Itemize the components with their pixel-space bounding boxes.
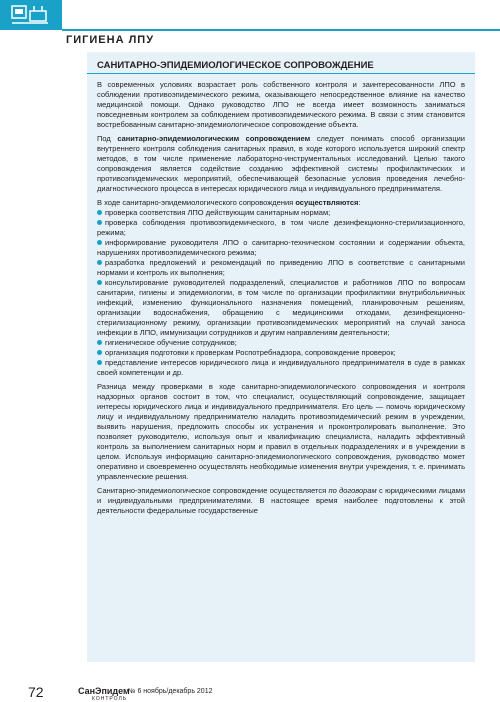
bullet-icon [97, 340, 102, 345]
bullet-icon [97, 260, 102, 265]
paragraph-intro: В современных условиях возрастает роль собственного контроля и заинтересованности ЛПО в соблюдении противоэпидемического режима, оказывающего непосредственное влияние на качество медицинской помощи. Однако руководство ЛПО не всегда имеет возможность заниматься повседневным контролем за соблюдением противоэпидемического режима. В связи с этим становится востребованным санитарно-эпидемиологическое сопровождение объекта. [97, 80, 465, 129]
magazine-brand-sub: КОНТРОЛЬ [92, 696, 128, 702]
bullet-icon [97, 210, 102, 215]
article-body [97, 80, 465, 520]
list-item: консультирование руководителей подразделений, специалистов и работников ЛПО по вопросам санитарии, гигиены и эпидемиологии, в том числе по организации профилактики внутрибольничных инфекций, изменению функционального назначения помещений, планировочным решениям, организации водоснабжения, обращению с медицинскими отходами, дезинфекционно-стерилизационному режиму, организации противоэпидемических мероприятий на случай заноса инфекции в ЛПО, иммунизации сотрудников и другим направлениям деятельности; [97, 278, 465, 337]
bullet-icon [97, 240, 102, 245]
definition-term: санитарно-эпидемиологическим сопровождением [117, 134, 311, 143]
paragraph-contracts: Санитарно-эпидемиологическое сопровождение осуществляется по договорам с юридическими лицами и индивидуальными предпринимателями. В настоящее время наиболее подготовлены к этой деятельности федеральные государственные [97, 486, 466, 515]
bullet-icon [97, 280, 102, 285]
list-item: организация подготовки к проверкам Роспотребнадзора, сопровождение проверок; [97, 348, 465, 358]
paragraph-list-lead: В ходе санитарно-эпидемиологического сопровождения осуществляются: [97, 198, 361, 207]
bullet-icon [97, 220, 102, 225]
bullet-icon [97, 360, 102, 365]
activities-list [97, 208, 465, 378]
list-item: представление интересов юридического лица и индивидуального предпринимателя в суде в рамках своей компетенции и др. [97, 358, 465, 377]
page-number: 72 [28, 684, 44, 700]
paragraph-difference: Разница между проверками в ходе санитарно-эпидемиологического сопровождения и контроля надзорных органов состоит в том, что специалист, осуществляющий сопровождение, защищает интересы юридического лица и индивидуального предпринимателя. Его цель — помочь юридическому лицу и индивидуальному предпринимателю наладить противоэпидемический режим в учреждении, выявить нарушения, предложить способы их устранения и проконтролировать выполнение. Это позволяет руководителю, используя опыт и квалификацию специалиста, наладить эффективный контроль за выполнением санитарных норм и правил в отдельных подразделениях и в учреждении в целом. Используя информацию санитарно-эпидемиологического сопровождения, руководство может оперативно и своевременно осуществлять необходимые изменения внутри учреждения, т. е. принимать управленческие решения. [97, 382, 465, 481]
list-item: проверка соответствия ЛПО действующим санитарным нормам; [97, 208, 465, 218]
section-label: ГИГИЕНА ЛПУ [66, 34, 155, 46]
list-item: информирование руководителя ЛПО о санитарно-техническом состоянии и содержании объекта, нарушениях противоэпидемического режима; [97, 238, 465, 257]
list-item: гигиеническое обучение сотрудников; [97, 338, 465, 348]
section-logo [0, 0, 62, 30]
bullet-icon [97, 350, 102, 355]
header-rule [62, 29, 500, 31]
article-title: САНИТАРНО-ЭПИДЕМИОЛОГИЧЕСКОЕ СОПРОВОЖДЕНИЕ [97, 60, 374, 71]
title-rule [87, 73, 475, 74]
list-item: разработка предложений и рекомендаций по приведению ЛПО в соответствие с санитарными нормами и контроль их выполнения; [97, 258, 465, 277]
magazine-brand: СанЭпидем [78, 686, 130, 696]
paragraph-definition: Под санитарно-эпидемиологическим сопровождением следует понимать способ организации внутреннего контроля соблюдения санитарных правил, в ходе которого используется широкий спектр методов, в том числе применение лабораторно-инструментальных исследований. Целью такого сопровождения является содействие созданию эффективной системы профилактических и противоэпидемических мероприятий, обеспечивающей безопасные условия проведения лечебно-диагностического процесса в интересах юридического лица и индивидуального предпринимателя. [97, 134, 465, 193]
medical-equipment-icon [10, 3, 50, 32]
issue-info: № 6 ноябрь/декабрь 2012 [128, 688, 213, 695]
list-item: проверка соблюдения противоэпидемического, в том числе дезинфекционно-стерилизационного, режима; [97, 218, 465, 237]
